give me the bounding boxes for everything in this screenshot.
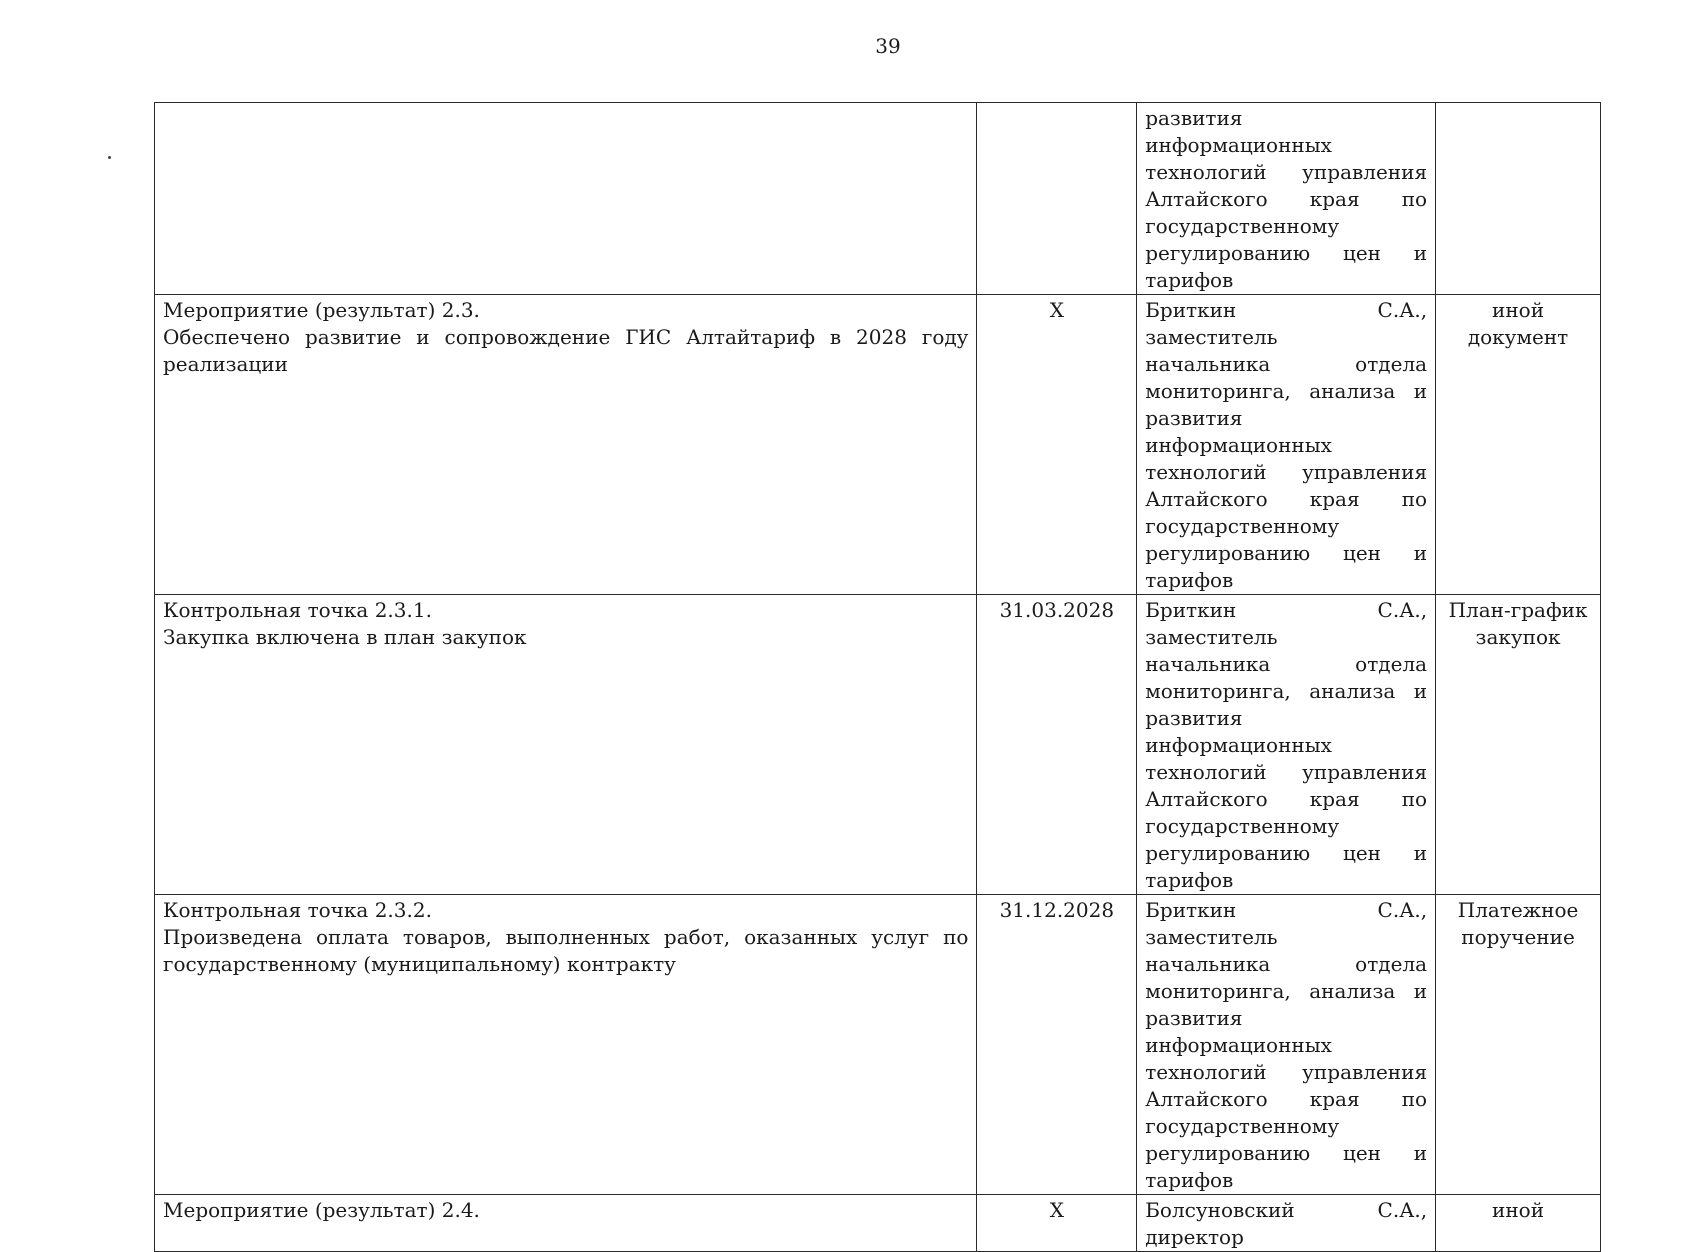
responsible-line: тарифов	[1145, 268, 1234, 292]
activity-title: Мероприятие (результат) 2.3.	[163, 298, 480, 322]
responsible-line: государственному	[1145, 1114, 1340, 1138]
responsible-line: технологий управления	[1145, 1060, 1428, 1084]
activity-description: Произведена оплата товаров, выполненных работ, оказанных услуг по государственному (муниципальному) контракту	[163, 925, 969, 976]
responsible-line: Бриткин С.А., заместитель	[1145, 298, 1428, 349]
deadline-cell: X	[977, 1195, 1137, 1252]
responsible-cell	[1137, 103, 1436, 295]
responsible-line: развития информационных	[1145, 406, 1332, 457]
responsible-line: начальника отдела	[1145, 952, 1428, 976]
table-row	[155, 103, 1601, 295]
responsible-cell	[1137, 895, 1436, 1195]
responsible-line: регулированию цен и	[1145, 541, 1428, 565]
responsible-line: развития информационных	[1145, 1006, 1332, 1057]
deadline-cell	[977, 103, 1137, 295]
activity-description: Обеспечено развитие и сопровождение ГИС Алтайтариф в 2028 году реализации	[163, 325, 969, 376]
plan-table	[154, 102, 1601, 1252]
responsible-line: технологий управления	[1145, 460, 1428, 484]
activity-cell	[155, 295, 977, 595]
document-type-cell: иной	[1436, 1195, 1601, 1252]
responsible-line: технологий управления	[1145, 760, 1428, 784]
responsible-line: государственному	[1145, 514, 1340, 538]
responsible-line: тарифов	[1145, 1168, 1234, 1192]
document-type-cell: План-график закупок	[1436, 595, 1601, 895]
responsible-line: регулированию цен и	[1145, 841, 1428, 865]
responsible-line: мониторинга, анализа и	[1145, 379, 1428, 403]
document-type-cell	[1436, 103, 1601, 295]
table-body	[155, 103, 1601, 1252]
activity-cell	[155, 895, 977, 1195]
deadline-cell: 31.03.2028	[977, 595, 1137, 895]
document-type-cell: Платежное поручение	[1436, 895, 1601, 1195]
responsible-line: регулированию цен и	[1145, 241, 1428, 265]
activity-cell	[155, 1195, 977, 1252]
responsible-cell	[1137, 295, 1436, 595]
responsible-cell	[1137, 595, 1436, 895]
responsible-line: Алтайского края по	[1145, 1087, 1428, 1111]
responsible-line: Болсуновский С.А., директор	[1145, 1198, 1428, 1249]
responsible-line: Алтайского края по	[1145, 787, 1428, 811]
responsible-line: начальника отдела	[1145, 652, 1428, 676]
responsible-cell	[1137, 1195, 1436, 1252]
scan-speck	[108, 156, 111, 159]
table-row	[155, 295, 1601, 595]
responsible-line: Бриткин С.А., заместитель	[1145, 598, 1428, 649]
page-number: 39	[875, 34, 901, 58]
responsible-line: государственному	[1145, 814, 1340, 838]
responsible-line: развития информационных	[1145, 106, 1332, 157]
activity-cell	[155, 103, 977, 295]
responsible-line: мониторинга, анализа и	[1145, 679, 1428, 703]
activity-title: Мероприятие (результат) 2.4.	[163, 1198, 480, 1222]
activity-title: Контрольная точка 2.3.2.	[163, 898, 432, 922]
table-row	[155, 1195, 1601, 1252]
deadline-cell: 31.12.2028	[977, 895, 1137, 1195]
responsible-line: тарифов	[1145, 868, 1234, 892]
table-row	[155, 895, 1601, 1195]
responsible-line: государственному	[1145, 214, 1340, 238]
responsible-line: Алтайского края по	[1145, 187, 1428, 211]
responsible-line: технологий управления	[1145, 160, 1428, 184]
activity-description: Закупка включена в план закупок	[163, 625, 527, 649]
responsible-line: начальника отдела	[1145, 352, 1428, 376]
deadline-cell: X	[977, 295, 1137, 595]
activity-cell	[155, 595, 977, 895]
responsible-line: развития информационных	[1145, 706, 1332, 757]
responsible-line: тарифов	[1145, 568, 1234, 592]
activity-title: Контрольная точка 2.3.1.	[163, 598, 432, 622]
responsible-line: Бриткин С.А., заместитель	[1145, 898, 1428, 949]
document-type-cell: иной документ	[1436, 295, 1601, 595]
responsible-line: Алтайского края по	[1145, 487, 1428, 511]
responsible-line: регулированию цен и	[1145, 1141, 1428, 1165]
responsible-line: мониторинга, анализа и	[1145, 979, 1428, 1003]
table-row	[155, 595, 1601, 895]
